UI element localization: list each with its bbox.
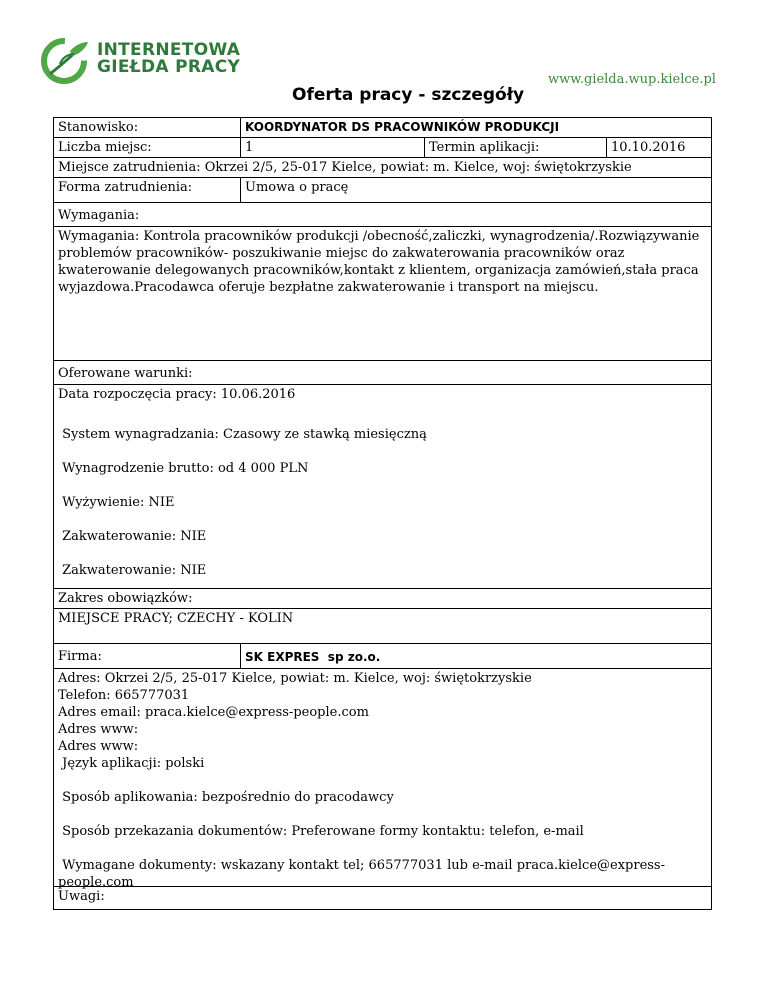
jezyk-aplikacji: Język aplikacji: polski bbox=[58, 756, 205, 771]
site-url[interactable]: www.gielda.wup.kielce.pl bbox=[548, 72, 716, 87]
wymagania-text: Wymagania: Kontrola pracowników produkcji /obecność,zaliczki, wynagrodzenia/.Rozwiązywanie problemów pracowników- poszukiwanie miejsc do zakwaterowania pracowników oraz kwaterowanie delegowanych pracowników,kontakt z klientem, organizacja zamówień,stała praca wyjazdowa.Pracodawca oferuje bezpłatne zakwaterowanie i transport na miejscu. bbox=[58, 229, 700, 295]
logo-text bbox=[97, 42, 240, 76]
termin-label: Termin aplikacji: bbox=[424, 138, 606, 157]
firma-email[interactable]: Adres email: praca.kielce@express-people.com bbox=[58, 705, 369, 720]
data-rozpoczecia: Data rozpoczęcia pracy: 10.06.2016 bbox=[58, 387, 296, 402]
system-wynagradzania: System wynagradzania: Czasowy ze stawką miesięczną bbox=[58, 427, 427, 442]
row-zakres-value bbox=[54, 609, 711, 644]
zakwaterowanie-1: Zakwaterowanie: NIE bbox=[58, 529, 207, 544]
row-miejsce bbox=[54, 158, 711, 178]
firma-adres: Adres: Okrzei 2/5, 25-017 Kielce, powiat: m. Kielce, woj: świętokrzyskie bbox=[58, 671, 532, 686]
row-firma-details bbox=[54, 669, 711, 890]
row-wymagania-text bbox=[54, 227, 711, 361]
forma-value: Umowa o pracę bbox=[240, 178, 711, 202]
firma-label: Firma: bbox=[58, 649, 102, 664]
stanowisko-value: KOORDYNATOR DS PRACOWNIKÓW PRODUKCJI bbox=[240, 118, 711, 137]
row-warunki bbox=[54, 385, 711, 589]
sposob-aplikowania: Sposób aplikowania: bezpośrednio do pracodawcy bbox=[58, 790, 394, 805]
wymagane-dokumenty: Wymagane dokumenty: wskazany kontakt tel; 665777031 lub e-mail praca.kielce@express-people.com bbox=[58, 858, 665, 890]
zakres-label: Zakres obowiązków: bbox=[58, 591, 193, 606]
warunki-label: Oferowane warunki: bbox=[58, 366, 193, 381]
zakwaterowanie-2: Zakwaterowanie: NIE bbox=[58, 563, 207, 578]
termin-value: 10.10.2016 bbox=[606, 138, 711, 157]
sposob-przekazania: Sposób przekazania dokumentów: Preferowane formy kontaktu: telefon, e-mail bbox=[58, 824, 584, 839]
firma-www-1: Adres www: bbox=[58, 722, 139, 737]
row-liczba bbox=[54, 138, 711, 158]
stanowisko-label: Stanowisko: bbox=[58, 120, 139, 135]
row-zakres-label bbox=[54, 589, 711, 609]
uwagi-label: Uwagi: bbox=[58, 889, 105, 904]
row-uwagi bbox=[54, 887, 711, 909]
logo-icon bbox=[40, 36, 92, 86]
zakres-value: MIEJSCE PRACY; CZECHY - KOLIN bbox=[58, 611, 294, 626]
wyzywienie: Wyżywienie: NIE bbox=[58, 495, 175, 510]
row-stanowisko bbox=[54, 118, 711, 138]
wynagrodzenie-brutto: Wynagrodzenie brutto: od 4 000 PLN bbox=[58, 461, 309, 476]
firma-value: SK EXPRES sp zo.o. bbox=[240, 644, 711, 668]
offer-table bbox=[53, 117, 712, 910]
forma-label: Forma zatrudnienia: bbox=[58, 180, 193, 195]
miejsce-zatrudnienia: Miejsce zatrudnienia: Okrzei 2/5, 25-017 Kielce, powiat: m. Kielce, woj: świętokrzyskie bbox=[58, 160, 632, 175]
row-warunki-label bbox=[54, 361, 711, 385]
row-wymagania-label bbox=[54, 203, 711, 227]
wymagania-label: Wymagania: bbox=[58, 208, 140, 223]
row-forma bbox=[54, 178, 711, 203]
logo bbox=[40, 36, 240, 86]
warunki-block bbox=[54, 385, 711, 588]
logo-line2: GIEŁDA PRACY bbox=[97, 57, 241, 77]
row-firma bbox=[54, 644, 711, 669]
page-title: Oferta pracy - szczegóły bbox=[292, 85, 525, 105]
liczba-value: 1 bbox=[240, 138, 424, 157]
logo-line1: INTERNETOWA bbox=[97, 40, 241, 60]
firma-www-2: Adres www: bbox=[58, 739, 139, 754]
firma-telefon: Telefon: 665777031 bbox=[58, 688, 190, 703]
liczba-label: Liczba miejsc: bbox=[58, 140, 152, 155]
firma-details bbox=[54, 669, 711, 890]
